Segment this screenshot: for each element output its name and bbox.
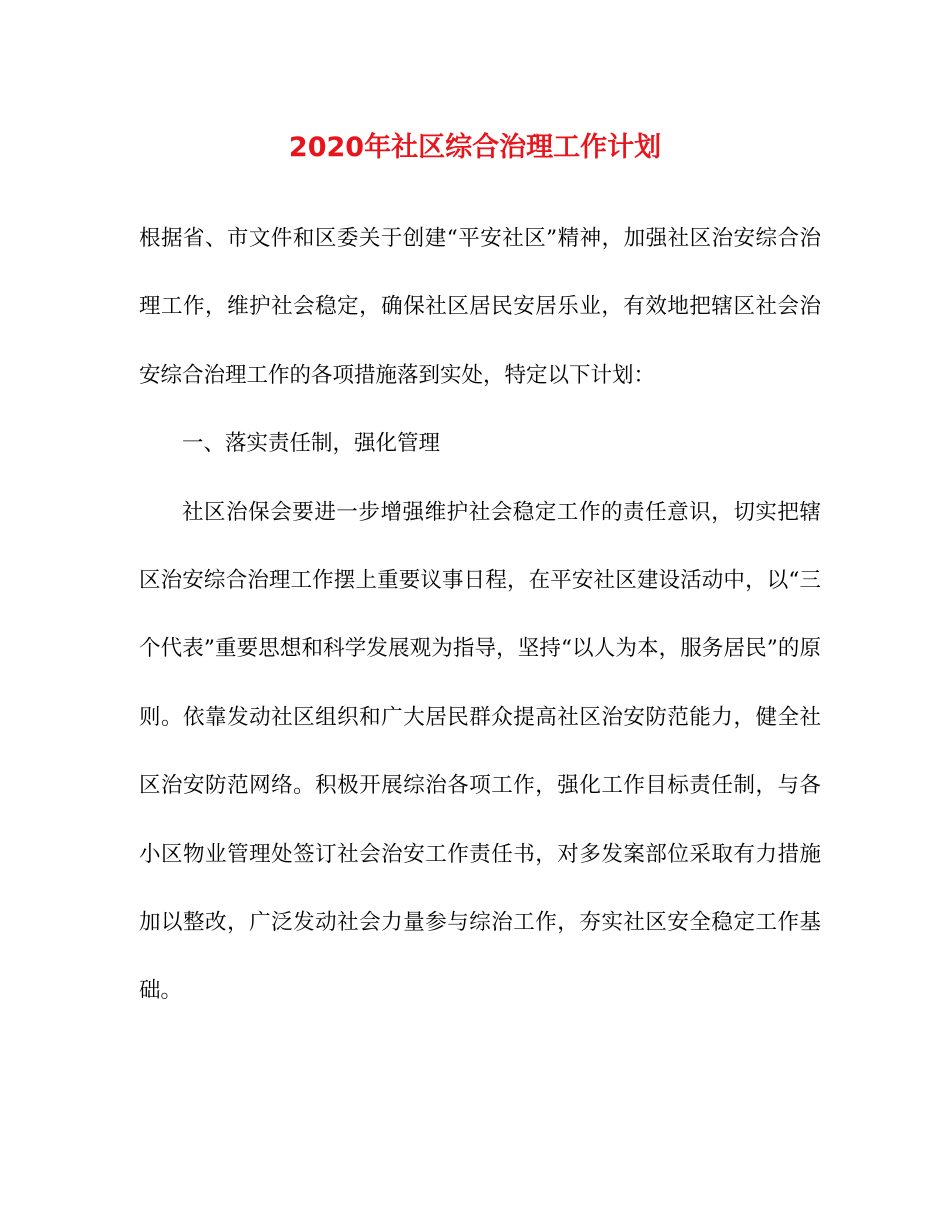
document-title: 2020年社区综合治理工作计划 [288, 132, 662, 163]
section-paragraph: 社区治保会要进一步增强维护社会稳定工作的责任意识，切实把辖区治安综合治理工作摆上重要议事日程，在平安社区建设活动中，以“三个代表”重要思想和科学发展观为指导，坚持“以人为本，服务居民”的原则。依靠发动社区组织和广大居民群众提高社区治安防范能力，健全社区治安防范网络。积极开展综治各项工作，强化工作目标责任制，与各小区物业管理处签订社会治安工作责任书，对多发案部位采取有力措施加以整改，广泛发动社会力量参与综治工作，夯实社区安全稳定工作基础。 [139, 499, 821, 1004]
document-body [139, 205, 821, 1026]
section-heading: 一、落实责任制，强化管理 [182, 431, 441, 457]
intro-paragraph: 根据省、市文件和区委关于创建“平安社区”精神，加强社区治安综合治理工作，维护社会稳定，确保社区居民安居乐业，有效地把辖区社会治安综合治理工作的各项措施落到实处，特定以下计划： [139, 226, 821, 388]
